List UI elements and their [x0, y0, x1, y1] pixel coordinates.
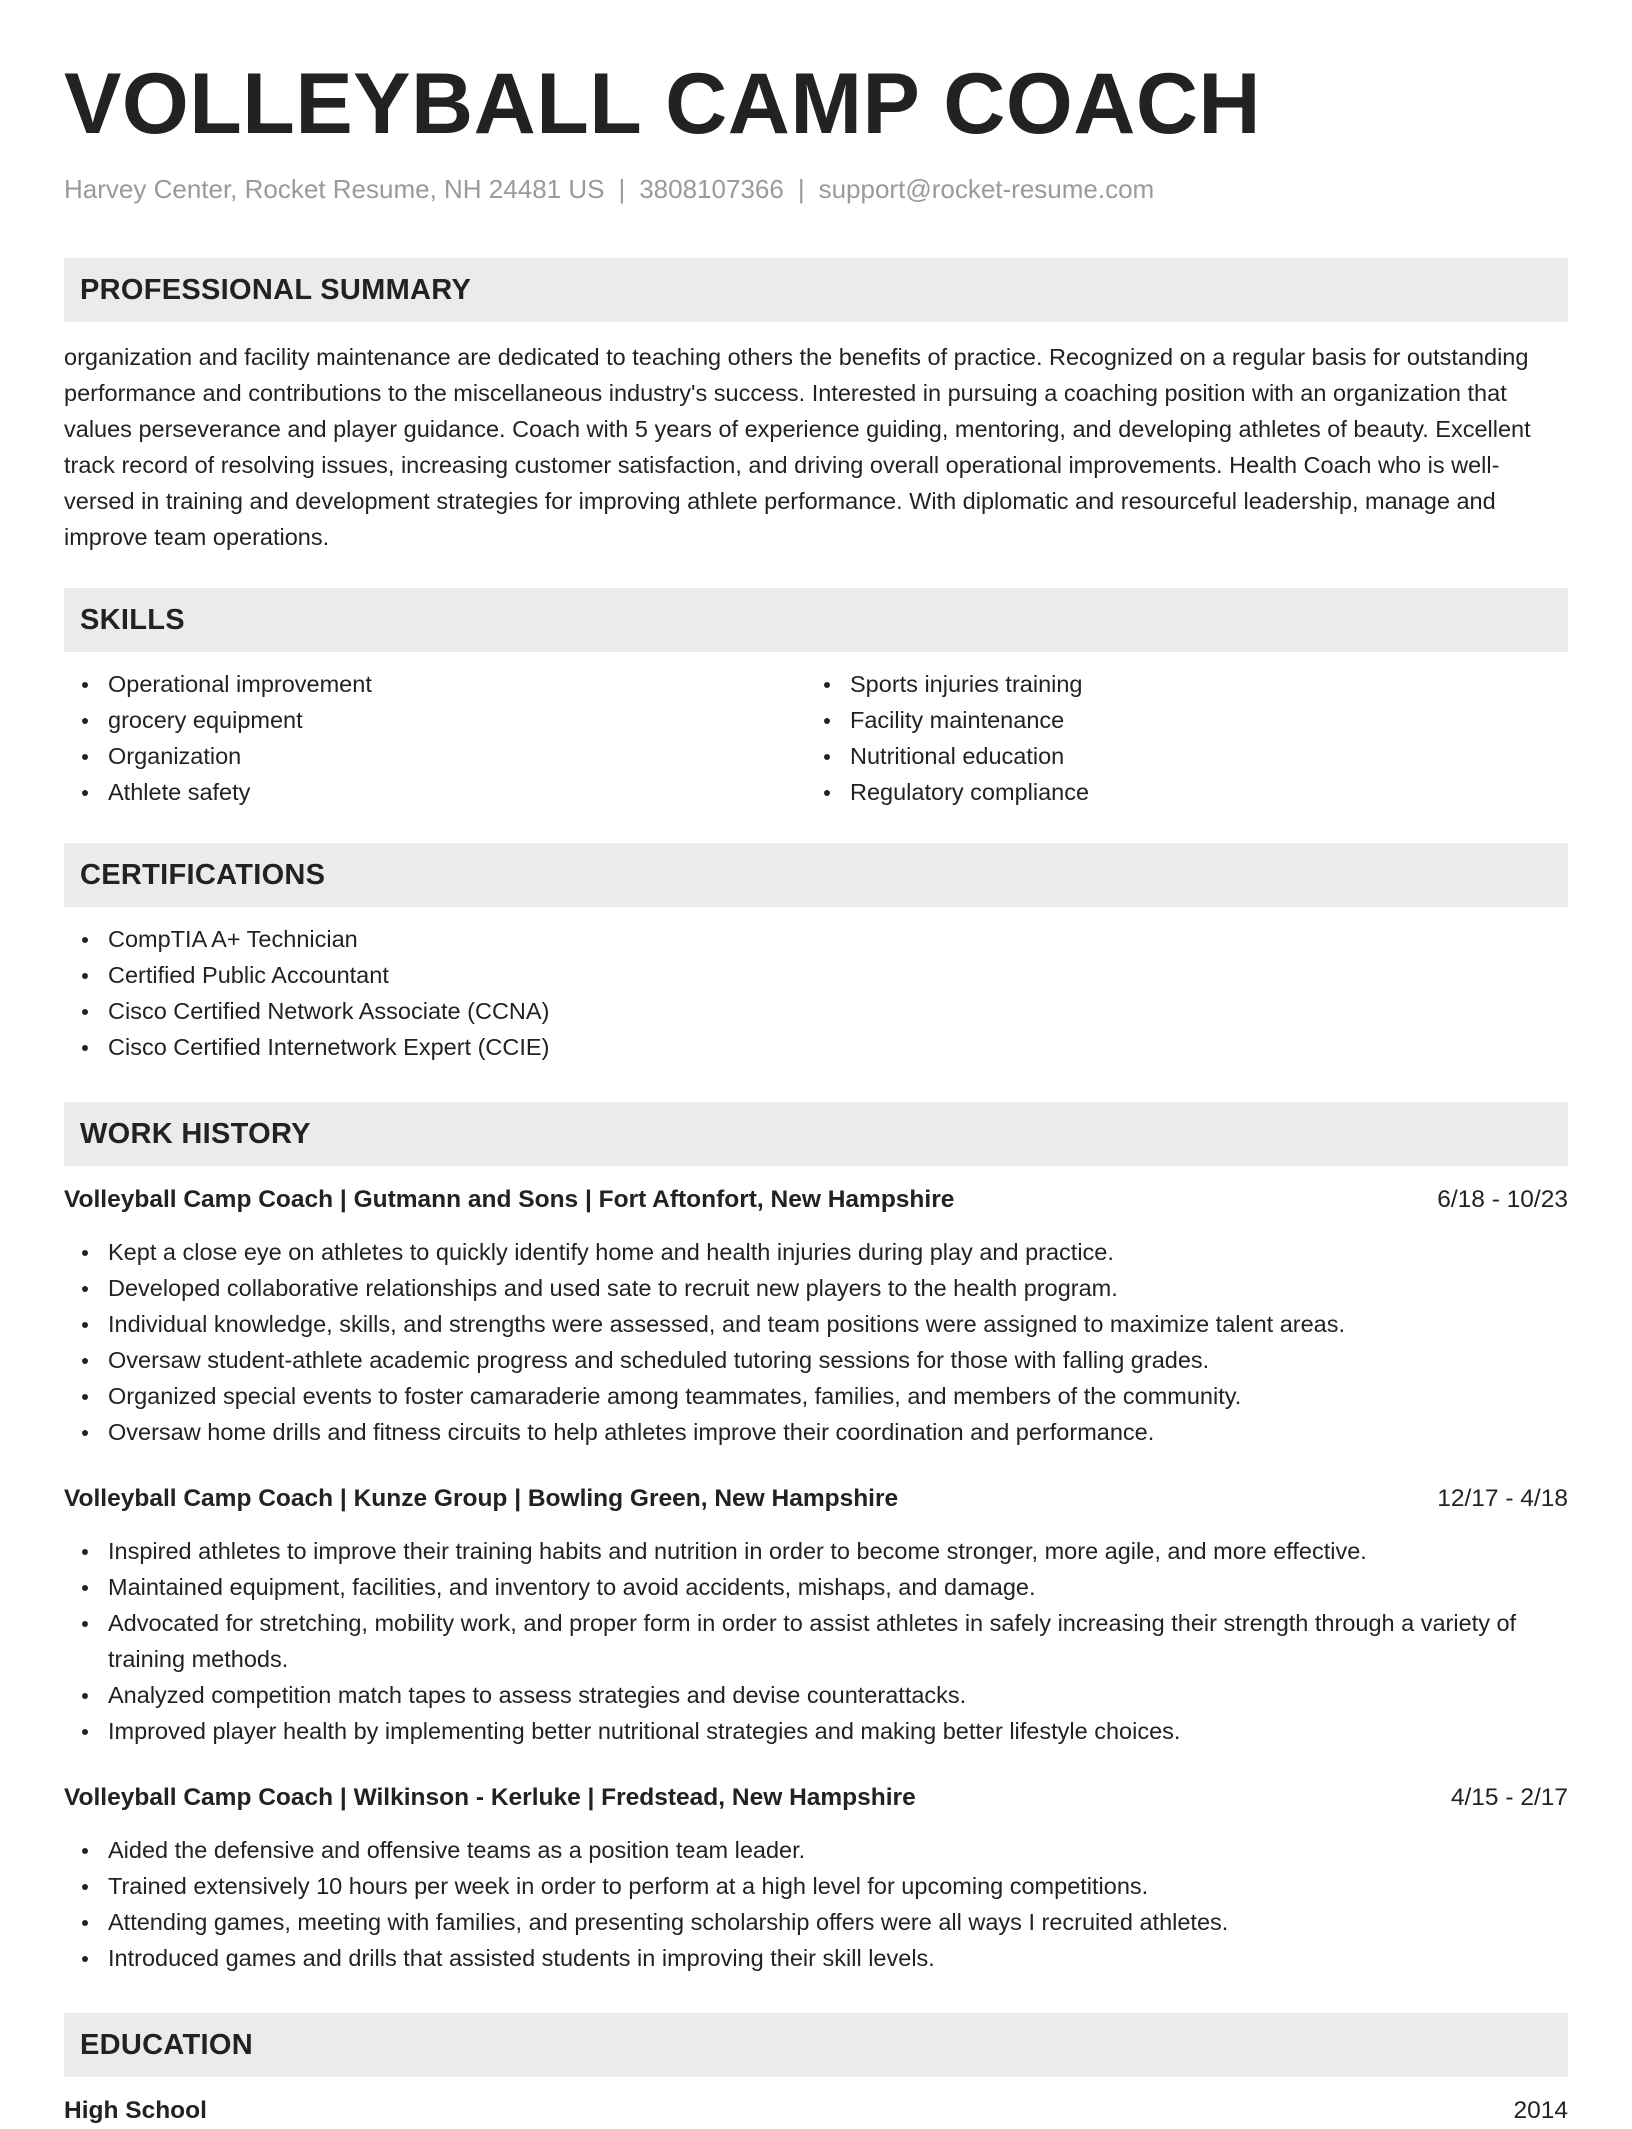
- skill-item: Nutritional education: [850, 738, 1548, 774]
- certification-item: Cisco Certified Internetwork Expert (CCIE): [108, 1029, 1568, 1065]
- job-title: Volleyball Camp Coach | Wilkinson - Kerluke | Fredstead, New Hampshire: [64, 1784, 916, 1811]
- summary-paragraph: organization and facility maintenance are dedicated to teaching others the benefits of practice. Recognized on a regular basis for outstanding performance and contributions to the miscellaneous industry's success. Interested in pursuing a coaching position with an organization that values perseverance and player guidance. Coach with 5 years of experience guiding, mentoring, and developing athletes of beauty. Excellent track record of resolving issues, increasing customer satisfaction, and driving overall operational improvements. Health Coach who is well-versed in training and development strategies for improving athlete performance. With diplomatic and resourceful leadership, manage and improve team operations.: [64, 344, 1531, 550]
- job-bullet: Maintained equipment, facilities, and inventory to avoid accidents, mishaps, and damage.: [108, 1569, 1568, 1605]
- job-dates: 4/15 - 2/17: [1450, 1784, 1568, 1811]
- skill-item: Regulatory compliance: [850, 774, 1548, 810]
- resume-page: [64, 0, 1568, 2129]
- skill-item: Sports injuries training: [850, 666, 1548, 702]
- education-entry: [64, 2093, 1568, 2129]
- section-heading-skills: SKILLS: [64, 588, 1568, 652]
- contact-separator: |: [618, 174, 626, 204]
- contact-email: support@rocket-resume.com: [818, 174, 1155, 204]
- job-bullet: Individual knowledge, skills, and strengths were assessed, and team positions were assigned to maximize talent areas.: [108, 1306, 1568, 1342]
- certifications-list: [64, 921, 1568, 1065]
- certification-item: CompTIA A+ Technician: [108, 921, 1568, 957]
- skill-item: grocery equipment: [108, 702, 806, 738]
- job-bullet: Developed collaborative relationships and used sate to recruit new players to the health program.: [108, 1270, 1568, 1306]
- contact-address: Harvey Center, Rocket Resume, NH 24481 US: [64, 174, 605, 204]
- certification-item: Certified Public Accountant: [108, 957, 1568, 993]
- job-dates: 12/17 - 4/18: [1437, 1485, 1568, 1512]
- job-title: Volleyball Camp Coach | Kunze Group | Bowling Green, New Hampshire: [64, 1485, 899, 1512]
- job-header: [64, 1481, 1568, 1517]
- job-title: Volleyball Camp Coach | Gutmann and Sons | Fort Aftonfort, New Hampshire: [64, 1186, 955, 1213]
- contact-line: [64, 172, 1568, 206]
- job-bullets: [64, 1832, 1568, 1976]
- job-bullet: Attending games, meeting with families, and presenting scholarship offers were all ways I recruited athletes.: [108, 1904, 1568, 1940]
- skills-column-right: [806, 666, 1548, 810]
- job-bullet: Oversaw student-athlete academic progress and scheduled tutoring sessions for those with falling grades.: [108, 1342, 1568, 1378]
- job-bullet: Analyzed competition match tapes to assess strategies and devise counterattacks.: [108, 1677, 1568, 1713]
- certification-item: Cisco Certified Network Associate (CCNA): [108, 993, 1568, 1029]
- section-heading-certifications: CERTIFICATIONS: [64, 843, 1568, 907]
- contact-phone: 3808107366: [639, 174, 784, 204]
- section-heading-summary: PROFESSIONAL SUMMARY: [64, 258, 1568, 322]
- job-bullet: Improved player health by implementing better nutritional strategies and making better lifestyle choices.: [108, 1713, 1568, 1749]
- section-heading-work-history: WORK HISTORY: [64, 1102, 1568, 1166]
- job-bullet: Oversaw home drills and fitness circuits to help athletes improve their coordination and performance.: [108, 1414, 1568, 1450]
- skill-item: Organization: [108, 738, 806, 774]
- job-bullet: Organized special events to foster camaraderie among teammates, families, and members of the community.: [108, 1378, 1568, 1414]
- job-header: [64, 1780, 1568, 1816]
- skill-item: Facility maintenance: [850, 702, 1548, 738]
- job-header: [64, 1182, 1568, 1218]
- section-heading-education: EDUCATION: [64, 2013, 1568, 2077]
- job-bullet: Trained extensively 10 hours per week in order to perform at a high level for upcoming competitions.: [108, 1868, 1568, 1904]
- job-bullet: Inspired athletes to improve their training habits and nutrition in order to become stronger, more agile, and more effective.: [108, 1533, 1568, 1569]
- job-dates: 6/18 - 10/23: [1437, 1186, 1568, 1213]
- job-bullets: [64, 1234, 1568, 1450]
- education-year: 2014: [1513, 2097, 1568, 2124]
- skills-column-left: [64, 666, 806, 810]
- job-bullets: [64, 1533, 1568, 1749]
- job-bullet: Kept a close eye on athletes to quickly identify home and health injuries during play and practice.: [108, 1234, 1568, 1270]
- contact-separator: |: [797, 174, 805, 204]
- job-bullet: Advocated for stretching, mobility work, and proper form in order to assist athletes in safely increasing their strength through a variety of training methods.: [108, 1605, 1568, 1677]
- resume-title: VOLLEYBALL CAMP COACH: [64, 56, 1262, 152]
- job-bullet: Aided the defensive and offensive teams as a position team leader.: [108, 1832, 1568, 1868]
- education-degree: High School: [64, 2097, 207, 2124]
- job-entry: [64, 1182, 1568, 1450]
- job-entry: [64, 1780, 1568, 1976]
- job-entry: [64, 1481, 1568, 1749]
- skill-item: Operational improvement: [108, 666, 806, 702]
- skills-grid: [64, 666, 1568, 810]
- job-bullet: Introduced games and drills that assisted students in improving their skill levels.: [108, 1940, 1568, 1976]
- skill-item: Athlete safety: [108, 774, 806, 810]
